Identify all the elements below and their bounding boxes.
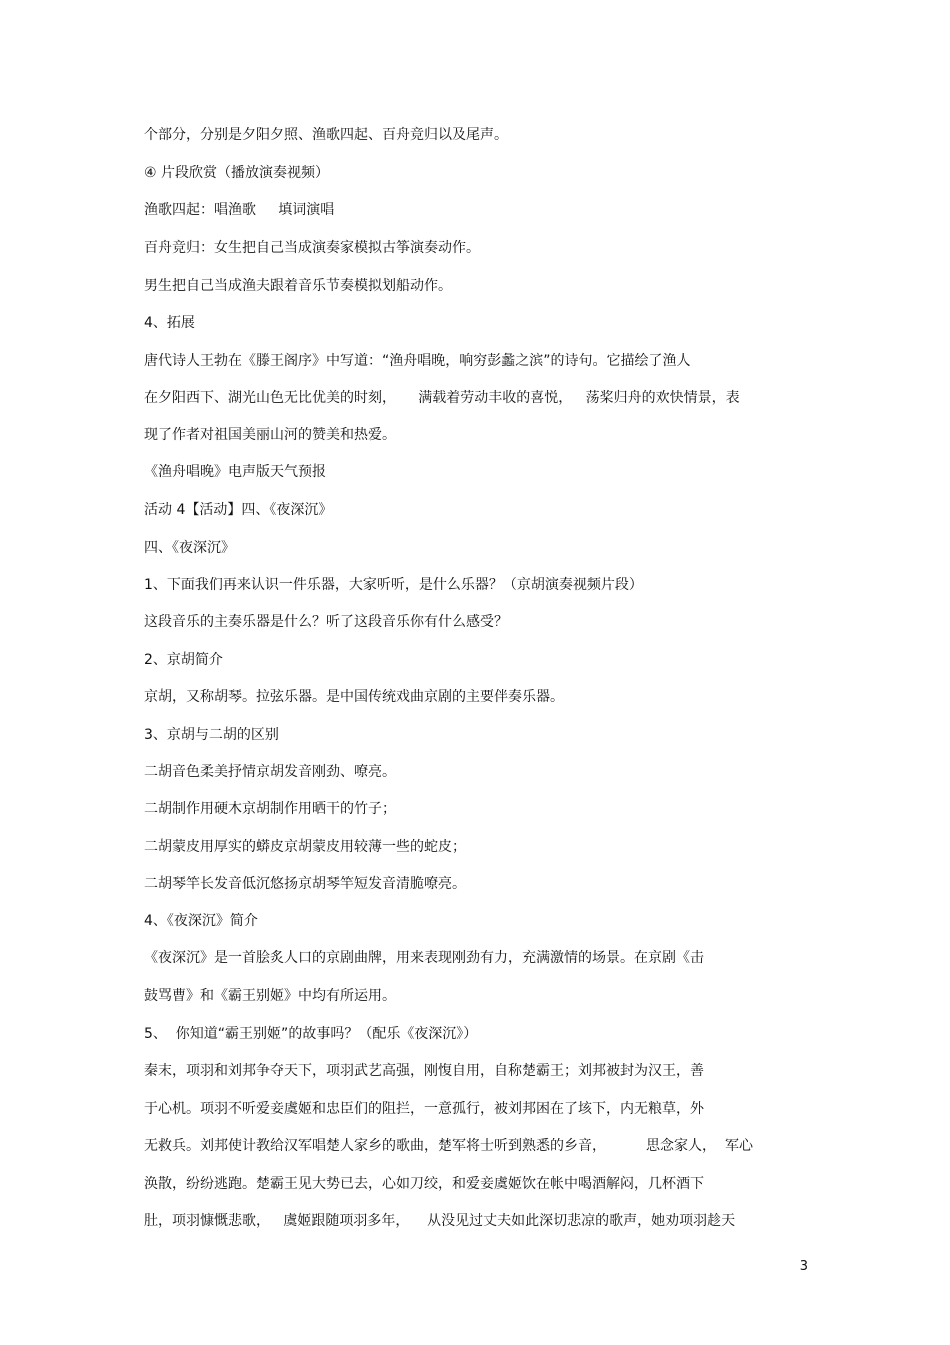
section-heading: 4、《夜深沉》简介 <box>144 913 258 929</box>
text-line: ④ 片段欣赏（播放演奏视频） <box>144 165 330 181</box>
text-line: 秦末，项羽和刘邦争夺天下，项羽武艺高强，刚愎自用，自称楚霸王；刘邦被封为汉王，善 <box>144 1063 704 1079</box>
text-line: 京胡，又称胡琴。拉弦乐器。是中国传统戏曲京剧的主要伴奏乐器。 <box>144 689 564 705</box>
text-line: 二胡音色柔美抒情京胡发音刚劲、嘹亮。 <box>144 764 396 780</box>
text-line: 渔歌四起：唱渔歌 填词演唱 <box>144 202 335 218</box>
section-heading: 3、京胡与二胡的区别 <box>144 727 279 743</box>
text-line: 二胡蒙皮用厚实的蟒皮京胡蒙皮用较薄一些的蛇皮； <box>144 839 466 855</box>
text-line: 肚，项羽慷慨悲歌， 虞姬跟随项羽多年， 从没见过丈夫如此深切悲凉的歌声，她劝项羽趁天 <box>144 1213 736 1229</box>
text-line: 个部分，分别是夕阳夕照、渔歌四起、百舟竞归以及尾声。 <box>144 127 508 143</box>
activity-heading: 活动 4【活动】四、《夜深沉》 <box>144 502 333 518</box>
text-line: 1、下面我们再来认识一件乐器，大家听听，是什么乐器？（京胡演奏视频片段） <box>144 577 643 593</box>
page-number: 3 <box>799 1259 808 1274</box>
text-line: 唐代诗人王勃在《滕王阁序》中写道：“渔舟唱晚，响穷彭蠡之滨”的诗句。它描绘了渔人 <box>144 353 691 369</box>
text-line: 无救兵。刘邦使计教给汉军唱楚人家乡的歌曲，楚军将士听到熟悉的乡音， 思念家人， 军心 <box>144 1138 753 1154</box>
text-line: 二胡琴竿长发音低沉悠扬京胡琴竿短发音清脆嘹亮。 <box>144 876 466 892</box>
section-heading: 5、 你知道“霸王别姬”的故事吗？（配乐《夜深沉》） <box>144 1026 478 1042</box>
text-line: 百舟竞归：女生把自己当成演奏家模拟古筝演奏动作。 <box>144 240 480 256</box>
text-line: 男生把自己当成渔夫跟着音乐节奏模拟划船动作。 <box>144 278 452 294</box>
text-line: 在夕阳西下、湖光山色无比优美的时刻， 满载着劳动丰收的喜悦， 荡桨归舟的欢快情景，表 <box>144 390 740 406</box>
text-line: 《夜深沉》是一首脍炙人口的京剧曲牌，用来表现刚劲有力，充满激情的场景。在京剧《击 <box>144 950 704 966</box>
text-line: 于心机。项羽不听爱妾虞姬和忠臣们的阻拦，一意孤行，被刘邦困在了垓下，内无粮草，外 <box>144 1101 704 1117</box>
section-heading: 4、拓展 <box>144 315 195 331</box>
text-line: 这段音乐的主奏乐器是什么？听了这段音乐你有什么感受？ <box>144 614 508 630</box>
section-heading: 四、《夜深沉》 <box>144 540 235 556</box>
section-heading: 2、京胡简介 <box>144 652 223 668</box>
text-line: 现了作者对祖国美丽山河的赞美和热爱。 <box>144 427 396 443</box>
text-line: 《渔舟唱晚》电声版天气预报 <box>144 464 326 480</box>
text-line: 涣散，纷纷逃跑。楚霸王见大势已去，心如刀绞，和爱妾虞姬饮在帐中喝酒解闷，几杯酒下 <box>144 1176 704 1192</box>
text-line: 鼓骂曹》和《霸王别姬》中均有所运用。 <box>144 988 396 1004</box>
text-line: 二胡制作用硬木京胡制作用晒干的竹子； <box>144 801 396 817</box>
